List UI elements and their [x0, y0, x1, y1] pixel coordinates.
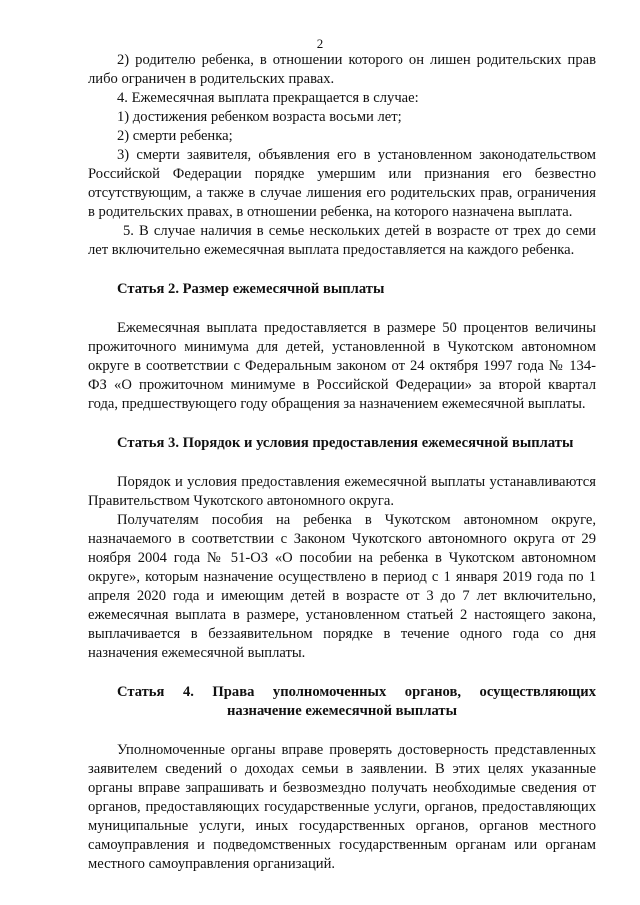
- paragraph-termination-intro: 4. Ежемесячная выплата прекращается в случае:: [117, 90, 419, 106]
- spacer: [88, 721, 596, 741]
- page-number: 2: [316, 36, 324, 51]
- article-4-heading-line-2: назначение ежемесячной выплаты: [226, 703, 457, 719]
- article-2-text: Ежемесячная выплата предоставляется в размере 50 процентов величины прожиточного минимума для детей, установленной в Чукотском автономном округе в соответствии с Федеральным законом от 24 октября 1997 года № 134-ФЗ «О прожиточном минимуме в Российской Федерации» за второй квартал года, предшествующего году обращения за назначением ежемесячной выплаты.: [88, 320, 596, 412]
- spacer: [88, 663, 596, 683]
- article-2-heading: Статья 2. Размер ежемесячной выплаты: [117, 281, 385, 297]
- spacer: [88, 260, 596, 280]
- paragraph-parent-rights: 2) родителю ребенка, в отношении которого он лишен родительских прав либо ограничен в родительских правах.: [88, 52, 596, 87]
- article-3-heading: Статья 3. Порядок и условия предоставления ежемесячной выплаты: [117, 435, 574, 451]
- spacer: [88, 299, 596, 319]
- spacer: [88, 414, 596, 434]
- article-3-text-2: Получателям пособия на ребенка в Чукотском автономном округе, назначаемого в соответствии с Законом Чукотского автономного округа от 29 ноября 2004 года № 51-ОЗ «О пособии на ребенка в Чукотском автономном округе», которым назначение осуществлено в период с 1 января 2019 года по 1 апреля 2020 года и имеющим детей в возрасте от 3 до 7 лет включительно, ежемесячная выплата в размере, установленном статьей 2 настоящего закона, выплачивается в беззаявительном порядке в течение одного года со дня назначения ежемесячной выплаты.: [88, 512, 596, 661]
- article-4-heading-line-1: Статья 4. Права уполномоченных органов, осуществляющих: [117, 684, 596, 700]
- paragraph-termination-death-child: 2) смерти ребенка;: [117, 128, 233, 144]
- paragraph-multiple-children: 5. В случае наличия в семье нескольких детей в возрасте от трех до семи лет включительно ежемесячная выплата предоставляется на каждого ребенка.: [88, 223, 596, 258]
- article-3-text-1: Порядок и условия предоставления ежемесячной выплаты устанавливаются Правительством Чукотского автономного округа.: [88, 474, 596, 509]
- article-4-text: Уполномоченные органы вправе проверять достоверность представленных заявителем сведений о доходах семьи в заявлении. В этих целях указанные органы вправе запрашивать и безвозмездно получать необходимые сведения от органов, предоставляющих государственные услуги, органов, предоставляющих муниципальные услуги, иных государственных органов, органов местного самоуправления и подведомственных государственным органам или органам местного самоуправления организаций.: [88, 742, 596, 872]
- paragraph-termination-age: 1) достижения ребенком возраста восьми лет;: [117, 109, 402, 125]
- paragraph-termination-death-applicant: 3) смерти заявителя, объявления его в установленном законодательством Российской Федерации порядке умершим или признания его безвестно отсутствующим, а также в случае лишения его родительских прав, ограничения в родительских правах, в отношении ребенка, на которого назначена выплата.: [88, 147, 596, 220]
- spacer: [88, 453, 596, 473]
- document-body: [88, 51, 596, 874]
